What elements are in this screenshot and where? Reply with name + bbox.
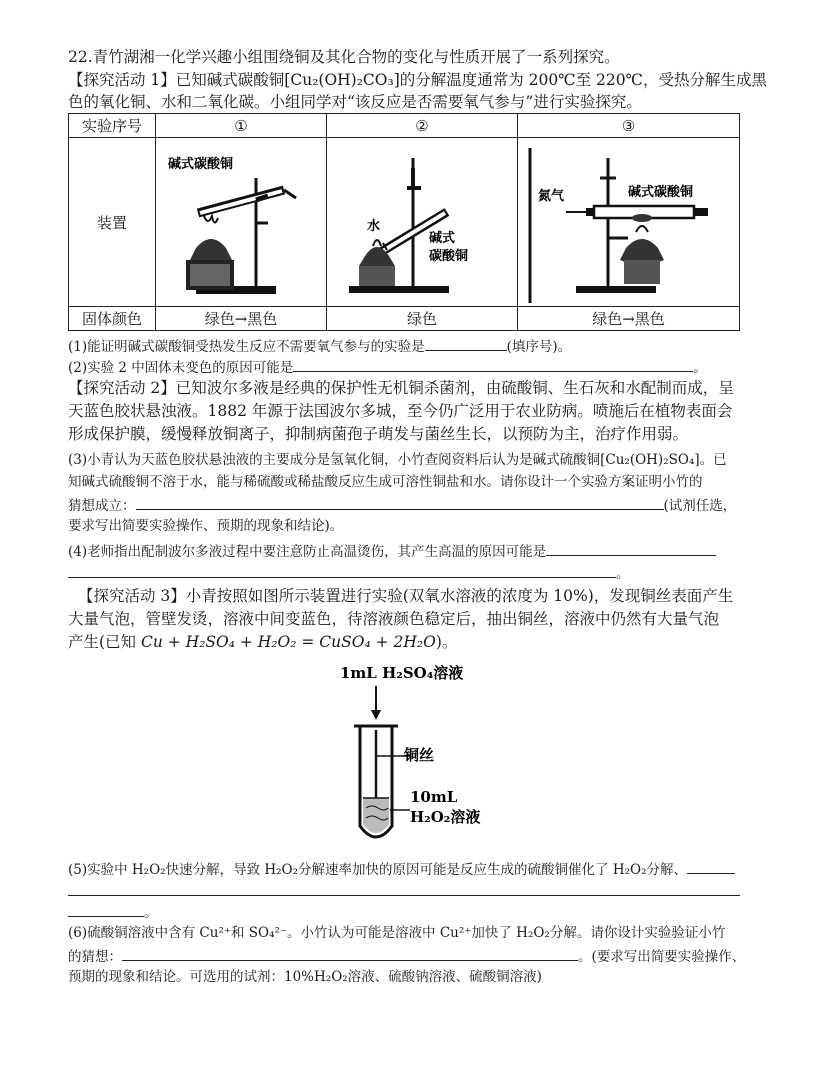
q6-suffix: 。(要求写出简要实验操作、 <box>578 949 746 965</box>
q5-blank-c[interactable] <box>68 900 144 917</box>
color-result-1: 绿色→黑色 <box>156 307 327 331</box>
apparatus-1 <box>156 138 327 307</box>
q4-blank-a[interactable] <box>546 539 716 556</box>
test-tube-figure <box>330 660 510 850</box>
q4-text: (4)老师指出配制波尔多液过程中要注意防止高温烫伤，其产生高温的原因可能是 <box>68 544 547 560</box>
header-label: 实验序号 <box>69 114 156 138</box>
fig2-water-label: 水 <box>367 219 381 234</box>
activity3-line3 <box>68 631 457 653</box>
apparatus-3-drawing <box>524 138 734 306</box>
activity1-text-line2: 色的氧化铜、水和二氧化碳。小组同学对“该反应是否需要氧气参与”进行实验探究。 <box>68 93 642 111</box>
q4-tail: 。 <box>616 566 630 582</box>
q5-text: (5)实验中 H₂O₂快速分解，导致 H₂O₂分解速率加快的原因可能是反应生成的硫酸铜催化了 H₂O₂分解、 <box>68 862 687 878</box>
q6-line1: (6)硫酸铜溶液中含有 Cu²⁺和 SO₄²⁻。小竹认为可能是溶液中 Cu²⁺加快了 H₂O₂分解。请你设计实验验证小竹 <box>68 925 726 941</box>
exp-number-3: ③ <box>518 114 740 138</box>
q6-blank[interactable] <box>122 944 578 961</box>
fig2-label-a: 碱式 <box>429 231 456 246</box>
q2-tail: 。 <box>693 360 707 376</box>
apparatus-2-drawing <box>327 138 517 306</box>
q4-blank-b[interactable] <box>68 561 616 578</box>
q3-line4: 要求写出简要实验操作、预期的现象和结论)。 <box>68 518 344 534</box>
q4 <box>68 539 716 563</box>
color-result-2: 绿色 <box>327 307 518 331</box>
color-label: 固体颜色 <box>69 307 156 331</box>
activity2-line2: 天蓝色胶状悬浊液。1882 年源于法国波尔多城，至今仍广泛用于农业防病。喷施后在植物表面会 <box>68 402 733 420</box>
activity2-line3: 形成保护膜，缓慢释放铜离子，抑制病菌孢子萌发与菌丝生长，以预防为主，治疗作用弱。 <box>68 425 689 443</box>
activity3-line2: 大量气泡，管壁发烫，溶液中间变蓝色，待溶液颜色稳定后，抽出铜丝，溶液中仍然有大量气泡 <box>68 610 720 628</box>
q4-cont <box>68 561 630 585</box>
q3-blank[interactable] <box>136 493 664 510</box>
q3-line3 <box>68 493 736 517</box>
q6-line3: 预期的现象和结论。可选用的试剂：10%H₂O₂溶液、硫酸钠溶液、硫酸铜溶液) <box>68 969 542 985</box>
q2-blank[interactable] <box>293 355 693 372</box>
q6-prefix: 的猜想： <box>68 949 122 965</box>
activity1-text-line1: 【探究活动 1】已知碱式碳酸铜[Cu₂(OH)₂CO₃]的分解温度通常为 200℃至 220℃，受热分解生成黑 <box>68 71 767 89</box>
reaction-equation: Cu + H₂SO₄ + H₂O₂ = CuSO₄ + 2H₂O <box>141 633 436 651</box>
q5-tail: 。 <box>144 905 158 921</box>
activity2-line1: 【探究活动 2】已知波尔多液是经典的保护性无机铜杀菌剂，由硫酸铜、生石灰和水配制而成，呈 <box>68 379 734 397</box>
apparatus-2 <box>327 138 518 307</box>
test-tube-drawing <box>330 660 510 850</box>
q3-prefix: 猜想成立： <box>68 498 136 514</box>
exp-number-1: ① <box>156 114 327 138</box>
exp-number-2: ② <box>327 114 518 138</box>
q3-line2: 知碱式硫酸铜不溶于水，能与稀硫酸或稀盐酸反应生成可溶性铜盐和水。请你设计一个实验方案证明小竹的 <box>68 474 703 490</box>
activity3-tail: )。 <box>435 633 458 651</box>
q5-line2 <box>68 879 740 903</box>
q3-suffix: (试剂任选， <box>663 498 737 514</box>
figure-top-label: 1mL H₂SO₄溶液 <box>340 664 464 682</box>
q6-line2 <box>68 944 745 968</box>
apparatus-1-drawing <box>156 138 326 306</box>
q2 <box>68 355 707 379</box>
q5-line1 <box>68 857 735 881</box>
q3-line1: (3)小青认为天蓝色胶状悬浊液的主要成分是氢氧化铜，小竹查阅资料后认为是碱式硫酸铜[Cu₂(OH)₂SO₄]。已 <box>68 452 727 468</box>
fig3-label: 碱式碳酸铜 <box>627 185 693 200</box>
figure-wire-label: 铜丝 <box>404 746 435 764</box>
q5-line3 <box>68 900 158 924</box>
fig2-label-b: 碳酸铜 <box>429 249 469 264</box>
figure-solution-label: H₂O₂溶液 <box>410 808 481 826</box>
q1-blank[interactable] <box>425 334 507 351</box>
activity3-prefix: 产生(已知 <box>68 633 137 651</box>
q2-text: (2)实验 2 中固体未变色的原因可能是 <box>68 360 294 376</box>
figure-volume-label: 10mL <box>410 788 458 806</box>
q5-blank-b[interactable] <box>68 879 740 896</box>
q1-text: (1)能证明碱式碳酸铜受热发生反应不需要氧气参与的实验是 <box>68 339 425 355</box>
color-result-3: 绿色→黑色 <box>518 307 740 331</box>
activity3-line1: 【探究活动 3】小青按照如图所示装置进行实验(双氧水溶液的浓度为 10%)，发现铜丝表面产生 <box>78 587 734 605</box>
experiment-table <box>68 113 740 331</box>
apparatus-label: 装置 <box>69 138 156 307</box>
fig3-gas-label: 氮气 <box>537 189 564 204</box>
q1-tail: (填序号)。 <box>506 339 572 355</box>
apparatus-3 <box>518 138 740 307</box>
question-title: 22.青竹湖湘一化学兴趣小组围绕铜及其化合物的变化与性质开展了一系列探究。 <box>68 48 620 66</box>
fig1-label: 碱式碳酸铜 <box>168 157 234 172</box>
q5-blank-a[interactable] <box>687 857 735 874</box>
